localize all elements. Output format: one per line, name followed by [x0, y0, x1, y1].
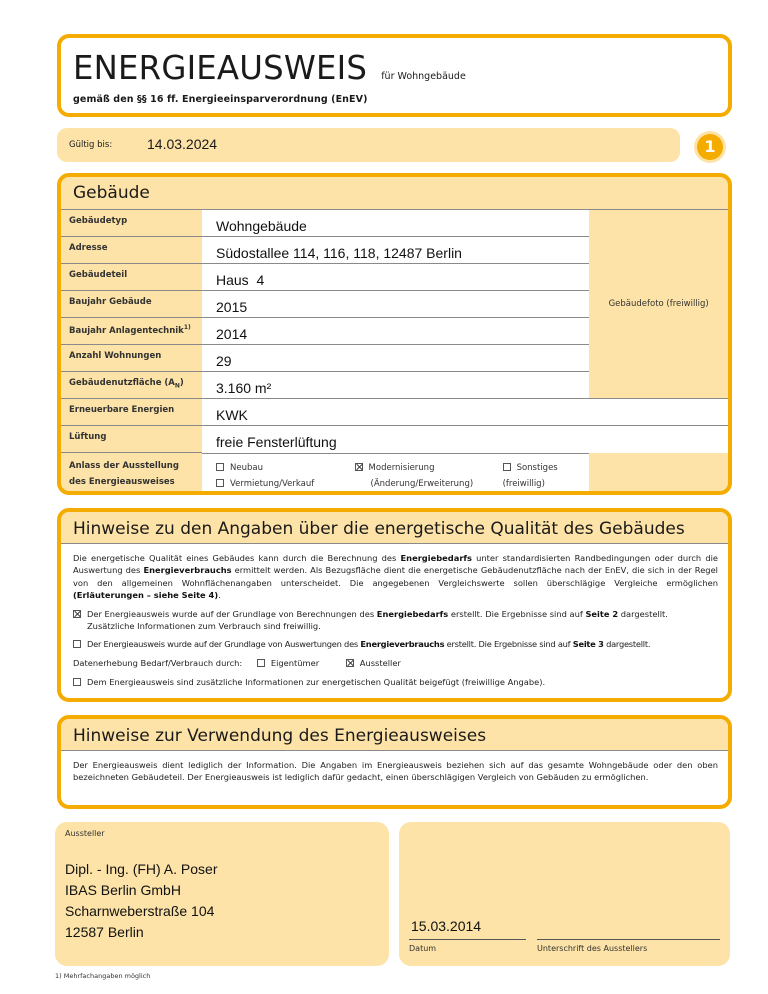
- data-collection-label: Datenerhebung Bedarf/Verbrauch durch:: [73, 658, 243, 668]
- demand-based-option[interactable]: [73, 608, 718, 633]
- text: Der Energieausweis wurde auf der Grundlage von Berechnungen des: [87, 609, 377, 619]
- header-panel: [57, 34, 732, 117]
- footnote-marker: 1): [183, 324, 191, 331]
- checkbox-unchecked-icon[interactable]: [257, 659, 265, 667]
- additional-info-option[interactable]: [73, 676, 718, 688]
- page-number: 1: [697, 134, 723, 160]
- row-label: [61, 372, 202, 399]
- construction-year-value: 2015: [202, 291, 589, 318]
- text: Der Energieausweis wurde auf der Grundlage von Auswertungen des: [87, 639, 361, 649]
- signature-caption: Unterschrift des Ausstellers: [537, 944, 648, 953]
- usage-notes-text: Der Energieausweis dient lediglich der Information. Die Angaben im Energieausweis beziehen sich auf das gesamte Wohngebäude oder den oben bezeichneten Gebäudeteil. Der Energieausweis ist lediglich dafür gedacht, einen überschlägigen Vergleich von Gebäuden zu ermöglichen.: [73, 760, 718, 783]
- issuer-city: 12587 Berlin: [65, 924, 144, 940]
- energy-quality-intro: [73, 552, 718, 602]
- issuer-company: IBAS Berlin GmbH: [65, 882, 181, 898]
- table-row: [61, 426, 728, 453]
- row-label-text: Gebäudenutzfläche (A: [69, 378, 175, 388]
- table-row: [61, 453, 728, 496]
- floor-area-value: 3.160 m²: [202, 372, 589, 399]
- row-label-end: ): [179, 378, 184, 388]
- document-title: ENERGIEAUSWEIS: [73, 48, 368, 87]
- row-label: Anzahl Wohnungen: [61, 345, 202, 372]
- option-modernization[interactable]: [355, 460, 503, 476]
- row-label: Adresse: [61, 237, 202, 264]
- bold-text: Energieverbrauchs: [143, 565, 232, 576]
- checkbox-unchecked-icon[interactable]: [73, 678, 81, 686]
- option-label: Vermietung/Verkauf: [230, 478, 315, 489]
- option-label: Modernisierung: [368, 462, 435, 473]
- building-part-value: Haus 4: [202, 264, 589, 291]
- option-other[interactable]: [503, 460, 590, 492]
- building-section: [57, 173, 732, 495]
- table-row: [61, 210, 728, 237]
- text: dargestellt. Zusätzliche Informationen zum Verbrauch sind freiwillig.: [87, 609, 668, 632]
- text: Die energetische Qualität eines Gebäudes kann durch die Berechnung des: [73, 553, 401, 563]
- reason-label: [61, 453, 202, 496]
- section-header: [61, 719, 728, 751]
- reason-label-line1: Anlass der Ausstellung: [69, 461, 179, 471]
- issuer-label: Aussteller: [65, 829, 105, 838]
- consumption-based-option[interactable]: [73, 638, 718, 650]
- issuer-name: Dipl. - Ing. (FH) A. Poser: [65, 861, 218, 877]
- option-rental-sale[interactable]: [216, 476, 355, 492]
- row-label: Gebäudetyp: [61, 210, 202, 237]
- row-label: [61, 318, 202, 345]
- issuer-card: [55, 822, 389, 966]
- usage-notes-title: Hinweise zur Verwendung des Energieausweises: [73, 726, 487, 746]
- building-photo-placeholder: Gebäudefoto (freiwillig): [589, 210, 728, 399]
- date-caption: Datum: [409, 944, 437, 953]
- reason-col-3: [503, 460, 590, 496]
- energy-quality-notes-title: Hinweise zu den Angaben über die energetische Qualität des Gebäudes: [73, 519, 685, 539]
- bold-text: Energiebedarfs: [376, 609, 449, 619]
- option-label: Neubau: [230, 462, 263, 473]
- building-section-title: Gebäude: [73, 183, 150, 203]
- page-number-badge: [694, 131, 726, 163]
- option-label: Sonstiges (freiwillig): [502, 462, 558, 489]
- checkbox-unchecked-icon[interactable]: [216, 463, 224, 471]
- apartments-value: 29: [202, 345, 589, 372]
- bold-text: Seite 3: [572, 639, 604, 649]
- option-label: Eigentümer: [270, 658, 320, 668]
- checkbox-unchecked-icon[interactable]: [216, 479, 224, 487]
- text: .: [218, 590, 221, 601]
- renewable-energy-value: KWK: [202, 399, 728, 426]
- section-header: [61, 512, 728, 544]
- energy-quality-notes-section: [57, 508, 732, 702]
- legal-basis: gemäß den §§ 16 ff. Energieeinsparverordnung (EnEV): [73, 94, 368, 105]
- checkbox-unchecked-icon[interactable]: [503, 463, 511, 471]
- issue-date: 15.03.2014: [411, 918, 482, 934]
- usage-notes-section: [57, 715, 732, 809]
- text: dargestellt.: [603, 639, 651, 649]
- checkbox-checked-icon[interactable]: [355, 463, 363, 471]
- option-label: Aussteller: [359, 658, 401, 668]
- reason-col-1: [216, 460, 355, 496]
- text: ermittelt werden. Als Bezugsfläche dient die energetische Gebäudenutzfläche nach der EnEV, die sich in der Regel von den allgemeinen Wohnflächenangaben unterscheidet. Die angegebenen Vergleichswerte sollen überschlägige Vergleiche ermöglichen: [73, 565, 718, 588]
- row-label: Baujahr Gebäude: [61, 291, 202, 318]
- option-label-continued: (Änderung/Erweiterung): [370, 478, 474, 489]
- issuer-street: Scharnweberstraße 104: [65, 903, 215, 919]
- option-issuer[interactable]: [346, 658, 401, 668]
- ventilation-value: freie Fensterlüftung: [202, 426, 728, 453]
- document-subtitle: für Wohngebäude: [381, 71, 466, 82]
- checkbox-checked-icon[interactable]: [346, 659, 354, 667]
- validity-bar: [57, 128, 680, 162]
- row-label: Lüftung: [61, 426, 202, 453]
- row-label-text: Baujahr Anlagentechnik: [69, 325, 184, 336]
- text: erstellt. Die Ergebnisse sind auf: [444, 639, 573, 649]
- option-new-building[interactable]: [216, 460, 355, 476]
- building-type-value: Wohngebäude: [202, 210, 589, 237]
- title-row: [73, 48, 466, 87]
- reason-label-line2: des Energieausweises: [69, 477, 175, 487]
- text: erstellt. Die Ergebnisse sind auf: [448, 609, 586, 619]
- text: Dem Energieausweis sind zusätzliche Informationen zur energetischen Qualität beigefügt (freiwillige Angabe).: [87, 677, 546, 687]
- reason-col-2: [355, 460, 503, 496]
- bold-text: (Erläuterungen – siehe Seite 4): [73, 590, 219, 601]
- address-value: Südostallee 114, 116, 118, 12487 Berlin: [202, 237, 589, 264]
- subscript: N: [174, 382, 180, 390]
- building-table: [61, 209, 728, 495]
- checkbox-unchecked-icon[interactable]: [73, 640, 81, 648]
- checkbox-checked-icon[interactable]: [73, 610, 81, 618]
- valid-until-label: Gültig bis:: [69, 140, 113, 150]
- signature-line: [537, 939, 720, 940]
- date-line: [409, 939, 526, 940]
- valid-until-date: 14.03.2024: [147, 136, 218, 152]
- signature-card: [399, 822, 730, 966]
- issuer-address: [65, 859, 217, 943]
- text: unter standardisierten Randbedingungen oder durch die Auswertung des: [73, 553, 718, 576]
- table-row: [61, 399, 728, 426]
- row-label: Erneuerbare Energien: [61, 399, 202, 426]
- systems-year-value: 2014: [202, 318, 589, 345]
- footnote: 1) Mehrfachangaben möglich: [55, 972, 151, 980]
- bold-text: Energiebedarfs: [400, 553, 472, 563]
- reason-options: [202, 453, 589, 496]
- bold-text: Energieverbrauchs: [360, 639, 445, 649]
- row-label: Gebäudeteil: [61, 264, 202, 291]
- bold-text: Seite 2: [585, 609, 619, 619]
- option-owner[interactable]: [257, 658, 319, 668]
- data-collection-row: [73, 657, 718, 669]
